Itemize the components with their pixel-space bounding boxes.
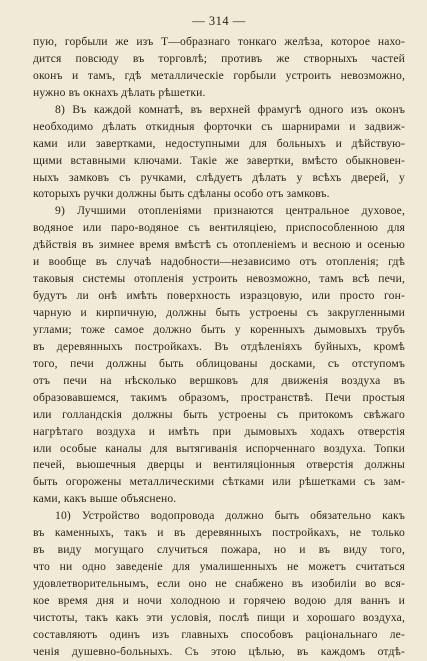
text-line: и вообще въ случаѣ надобности—независимо отъ отопленія; гдѣ: [33, 255, 405, 269]
text-line: ченія душевно-больныхъ. Съ этою цѣлью, въ каждомъ отдѣ-: [33, 644, 405, 658]
text-line: печей, вьюшечныя дверцы и вентиляціонныя отверстія должны: [33, 458, 405, 472]
text-line: оконъ и тамъ, гдѣ металлическіе горбыли устроить невозможно,: [33, 68, 405, 82]
text-line: ныхъ замковъ съ ручками, слѣдуетъ дѣлать у всѣхъ дверей, у: [33, 170, 405, 184]
text-line: чистоты, такъ какъ эти условія, послѣ пищи и хорошаго воздуха,: [33, 610, 405, 624]
text-line: 9) Лучшими отопленіями признаются центральное духовое,: [55, 204, 405, 218]
text-line: въ каменныхъ, такъ и въ деревянныхъ постройкахъ, не только: [33, 526, 405, 540]
text-line: 10) Устройство водопровода должно быть обязательно какъ: [55, 509, 405, 523]
text-line: быть огорожены металлическими сѣтками или рѣшетками съ зам-: [33, 475, 405, 489]
text-line: или голландскія должны быть устроены съ притокомъ свѣжаго: [33, 407, 405, 421]
text-line: того, печи должны быть облицованы досками, съ отступомъ: [33, 356, 405, 370]
text-line: пую, горбыли же изъ Т—образнаго тонкаго желѣза, которое нахо-: [33, 35, 405, 48]
text-line: нужно въ окнахъ дѣлать рѣшетки.: [33, 85, 206, 99]
text-line: удовлетворительнымъ, если оно не снабжено въ изобиліи во вся-: [33, 577, 405, 590]
text-line: дится повсюду въ торговлѣ; противъ же створныхъ частей: [33, 51, 405, 65]
text-line: нагрѣтаго воздуха и имѣть при дымовыхъ ходахъ отверстія: [33, 424, 405, 438]
text-line: необходимо дѣлать откидныя форточки съ шарнирами и задвиж-: [33, 119, 405, 133]
text-line: углами; тоже самое должно быть у коренныхъ дымовыхъ трубъ: [33, 322, 405, 336]
text-line: въ деревянныхъ постройкахъ. Въ отдѣленіяхъ буйныхъ, кромѣ: [33, 339, 405, 353]
text-line: или особые каналы для вытягиванія испорченнаго воздуха. Топки: [33, 441, 405, 455]
text-line: щими вставными ключами. Такіе же завертки, вмѣсто обыкновен-: [33, 153, 405, 167]
text-line: въ виду могущаго случиться пожара, но и въ виду того,: [33, 543, 405, 557]
text-line: что ни одно заведеніе для умалишенныхъ не можетъ считаться: [33, 560, 405, 574]
text-line: таковыя системы отопленія устроить невозможно, тамъ всѣ печи,: [33, 272, 405, 286]
text-line: отъ печи на нѣсколько вершковъ для движенія воздуха въ: [33, 373, 405, 387]
text-line: водяное или паро-водяное съ вентиляціею, приспособленною для: [33, 221, 405, 235]
text-line: 8) Въ каждой комнатѣ, въ верхней фрамугѣ одного изъ оконъ: [55, 102, 405, 116]
text-line: которыхъ ручки должны быть сдѣланы особо отъ замковъ.: [33, 187, 330, 201]
text-line: ками или завертками, недоступными для больныхъ и дѣйствую-: [33, 136, 405, 150]
text-line: дѣйствія въ зимнее время вмѣстѣ съ отопленіемъ и весною и осенью: [33, 238, 405, 252]
text-line: чарную и кирпичную, должны быть устроены съ закругленными: [33, 306, 405, 319]
text-line: ками, какъ выше объяснено.: [33, 492, 177, 506]
text-line: образовавшемся, такимъ образомъ, пространствѣ. Печи простыя: [33, 390, 405, 404]
text-line: составляютъ одинъ изъ главныхъ способовъ раціональнаго ле-: [33, 627, 405, 641]
text-line: кое время дня и ночи холодною и горячею водою для ваннъ и: [33, 593, 405, 607]
body-text: [33, 34, 405, 661]
page-number: — 314 —: [192, 14, 246, 28]
text-line: будутъ ли онѣ имѣть поверхность изразцовую, или просто гон-: [33, 289, 405, 303]
